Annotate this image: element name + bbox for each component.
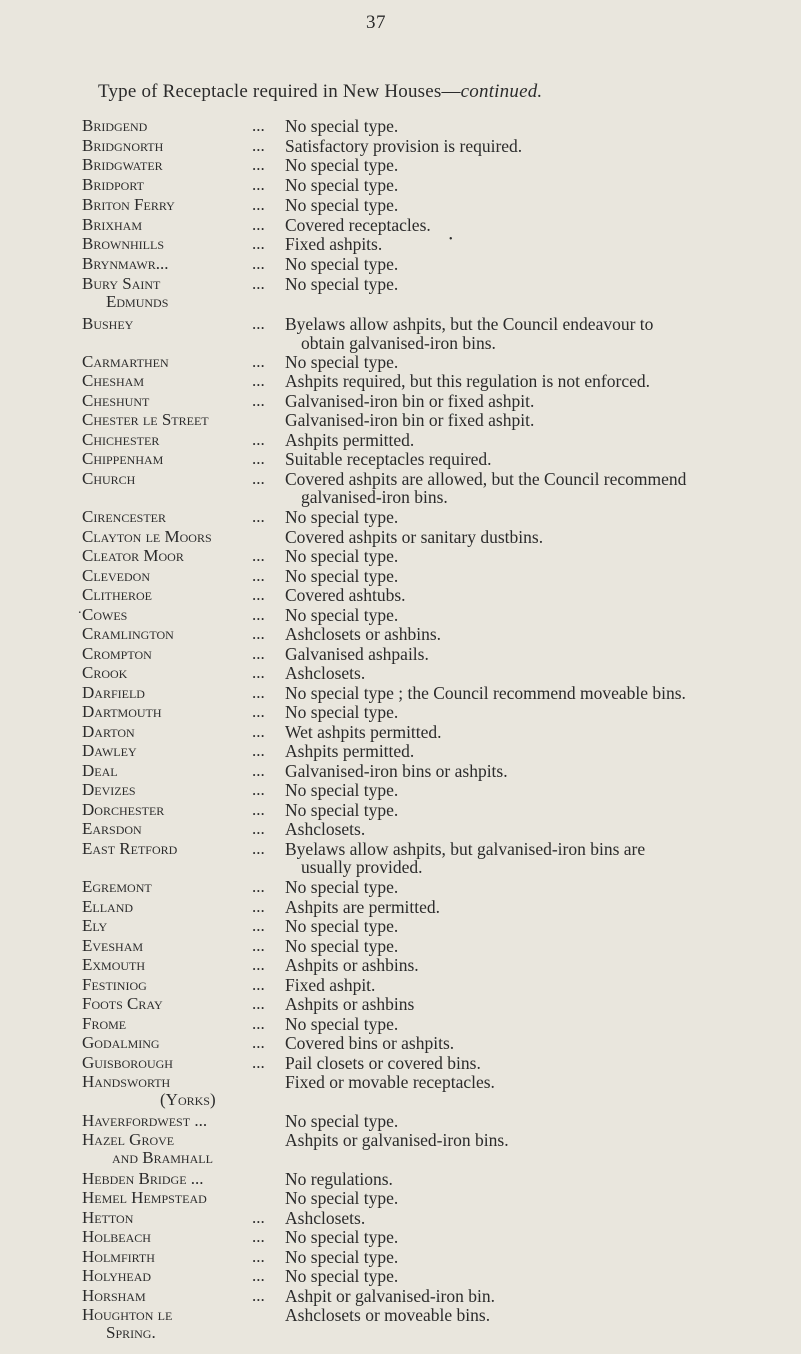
leader-dots: ... (252, 974, 265, 994)
leader-dots: ... (252, 1013, 265, 1033)
requirement-text: No special type. (285, 935, 399, 956)
receptacle-requirement (285, 1170, 755, 1189)
leader-dots: ... (252, 799, 265, 819)
receptacle-requirement (285, 176, 755, 195)
town-name (82, 255, 277, 273)
town-name-text: Holmfirth (82, 1246, 155, 1266)
requirement-text: Ashpit or galvanised-iron bin. (285, 1285, 495, 1306)
town-name (82, 664, 277, 682)
town-name-text: Cheshunt (82, 390, 150, 410)
leader-dots: ... (252, 838, 265, 858)
leader-dots: ... (252, 194, 265, 214)
town-name (82, 606, 277, 624)
leader-dots: ... (252, 371, 265, 390)
receptacle-requirement (285, 762, 755, 781)
town-name (82, 431, 277, 449)
requirement-text: Wet ashpits permitted. (285, 721, 442, 742)
receptacle-requirement (285, 840, 755, 877)
requirement-text: No special type. (285, 1227, 399, 1247)
town-name (82, 470, 277, 488)
requirement-text: No special type. (285, 1266, 399, 1286)
requirement-text: Ashpits or galvanised-iron bins. (285, 1130, 509, 1150)
town-name-text: Horsham (82, 1285, 146, 1305)
town-name-continuation: and Bramhall (112, 1148, 213, 1167)
requirement-text: Galvanised-iron bin or fixed ashpit. (285, 390, 535, 411)
requirement-text: Ashpits or ashbins (285, 994, 415, 1014)
town-name-text: Cirencester (82, 507, 167, 526)
receptacle-requirement (285, 567, 755, 586)
receptacle-requirement (285, 156, 755, 175)
town-name (82, 392, 277, 410)
leader-dots: ... (252, 234, 265, 254)
town-name-text: Cleator Moor (82, 546, 184, 565)
receptacle-requirement (285, 703, 755, 722)
receptacle-requirement (285, 1267, 755, 1286)
requirement-text: Pail closets or covered bins. (285, 1052, 481, 1073)
town-name-text: Hazel Grove (82, 1130, 175, 1149)
requirement-text: No special type. (285, 916, 399, 936)
leader-dots: ... (252, 663, 265, 682)
town-name (82, 1112, 277, 1130)
receptacle-requirement (285, 547, 755, 566)
receptacle-requirement (285, 1189, 755, 1208)
receptacle-requirement (285, 742, 755, 761)
page-number: 37 (366, 12, 386, 33)
receptacle-requirement (285, 645, 755, 664)
town-name-text: Brynmawr... (82, 253, 169, 273)
requirement-text: No special type. (285, 273, 399, 294)
town-name (82, 117, 277, 135)
town-name-text: Carmarthen (82, 351, 169, 371)
leader-dots: ... (252, 565, 265, 585)
town-name-text: Chester le Street (82, 410, 209, 429)
town-name (82, 156, 277, 174)
town-name (82, 937, 277, 955)
town-name-text: Briton Ferry (82, 194, 175, 214)
town-name (82, 1131, 277, 1167)
town-name (82, 372, 277, 390)
receptacle-requirement (285, 528, 755, 547)
requirement-text: Byelaws allow ashpits, but galvanised-iron bins are (285, 838, 646, 859)
receptacle-requirement (285, 235, 755, 254)
requirement-text: Ashpits are permitted. (285, 896, 441, 917)
town-name (82, 1073, 277, 1109)
receptacle-requirement (285, 820, 755, 839)
receptacle-requirement (285, 1054, 755, 1073)
receptacle-requirement (285, 976, 755, 995)
town-name-text: Holbeach (82, 1227, 151, 1246)
receptacle-requirement (285, 450, 755, 469)
receptacle-requirement (285, 684, 755, 703)
town-name (82, 781, 277, 799)
town-name (82, 353, 277, 371)
requirement-text: Ashpits required, but this regulation is not enforced. (285, 371, 650, 391)
leader-dots: ... (252, 1266, 265, 1285)
requirement-text: No special type. (285, 1188, 399, 1208)
receptacle-requirement (285, 508, 755, 527)
requirement-continuation: usually provided. (301, 857, 423, 878)
town-name (82, 1267, 277, 1285)
requirement-text: No special type. (285, 1246, 399, 1267)
leader-dots: ... (252, 155, 265, 175)
receptacle-requirement (285, 431, 755, 450)
town-name (82, 315, 277, 333)
receptacle-requirement (285, 216, 755, 235)
leader-dots: ... (252, 1033, 265, 1052)
town-name-text: Holyhead (82, 1266, 152, 1285)
town-name (82, 625, 277, 643)
leader-dots: ... (252, 135, 265, 155)
leader-dots: ... (252, 1227, 265, 1246)
leader-dots: ... (252, 741, 265, 760)
town-name (82, 1189, 277, 1207)
requirement-text: No special type. (285, 702, 399, 722)
requirement-text: No special type. (285, 604, 399, 625)
page-heading (98, 81, 542, 103)
town-name (82, 956, 277, 974)
town-name-text: Hetton (82, 1207, 134, 1227)
requirement-text: Ashpits permitted. (285, 741, 415, 761)
receptacle-requirement (285, 956, 755, 975)
town-name-text: Church (82, 468, 136, 488)
requirement-text: Ashclosets. (285, 819, 366, 839)
leader-dots: ... (252, 314, 265, 333)
town-name-text: Godalming (82, 1033, 160, 1052)
leader-dots: ... (252, 935, 265, 955)
town-name (82, 995, 277, 1013)
requirement-text: No special type ; the Council recommend moveable bins. (285, 682, 686, 703)
town-name (82, 878, 277, 896)
town-name-text: Handsworth (82, 1072, 171, 1091)
town-name-text: Guisborough (82, 1052, 173, 1072)
receptacle-requirement (285, 1015, 755, 1034)
requirement-text: Galvanised-iron bins or ashpits. (285, 760, 508, 781)
leader-dots: ... (252, 546, 265, 565)
town-name (82, 547, 277, 565)
town-name-text: Exmouth (82, 955, 146, 974)
town-name-text: Crompton (82, 643, 152, 663)
town-name-text: Elland (82, 896, 134, 916)
town-name (82, 176, 277, 194)
heading-main: Type of Receptacle required in New Houses— (98, 81, 461, 102)
leader-dots: ... (252, 896, 265, 916)
town-name (82, 1209, 277, 1227)
receptacle-requirement (285, 586, 755, 605)
leader-dots: ... (252, 1052, 265, 1072)
receptacle-requirement (285, 1034, 755, 1053)
receptacle-requirement (285, 255, 755, 274)
requirement-text: Covered ashpits are allowed, but the Council recommend (285, 468, 687, 489)
town-name (82, 742, 277, 760)
requirement-text: Ashclosets or ashbins. (285, 624, 442, 644)
town-name (82, 917, 277, 935)
receptacle-requirement (285, 625, 755, 644)
town-name-text: Bridgend (82, 116, 148, 135)
requirement-text: Galvanised-iron bin or fixed ashpit. (285, 410, 535, 430)
receptacle-requirement (285, 275, 755, 294)
town-name (82, 216, 277, 234)
leader-dots: ... (252, 449, 265, 468)
town-name (82, 645, 277, 663)
leader-dots: ... (252, 468, 265, 488)
requirement-text: No special type. (285, 507, 399, 527)
receptacle-requirement (285, 878, 755, 897)
town-name (82, 703, 277, 721)
town-name (82, 586, 277, 604)
town-name (82, 196, 277, 214)
requirement-text: No special type. (285, 351, 399, 372)
heading-continued: continued. (460, 81, 543, 102)
town-name-text: Darfield (82, 682, 145, 702)
receptacle-requirement (285, 917, 755, 936)
receptacle-requirement (285, 1248, 755, 1267)
town-name-text: Bridport (82, 175, 144, 195)
leader-dots: ... (252, 429, 265, 449)
receptacle-requirement (285, 1112, 755, 1131)
requirement-text: No special type. (285, 116, 399, 136)
town-name-text: Devizes (82, 780, 136, 799)
town-name-text: Frome (82, 1013, 127, 1033)
town-name (82, 275, 277, 311)
requirement-text: Covered bins or ashpits. (285, 1033, 455, 1053)
leader-dots: ... (252, 390, 265, 410)
leader-dots: ... (252, 507, 265, 526)
leader-dots: ... (252, 702, 265, 721)
town-name-text: Brixham (82, 214, 143, 234)
receptacle-requirement (285, 1073, 755, 1092)
requirement-text: Satisfactory provision is required. (285, 135, 523, 156)
town-name-text: Darton (82, 721, 135, 741)
town-name-text: Deal (82, 760, 118, 780)
requirement-text: No special type. (285, 546, 399, 566)
receptacle-requirement (285, 353, 755, 372)
receptacle-requirement (285, 196, 755, 215)
town-name (82, 898, 277, 916)
town-name-text: Hemel Hempstead (82, 1188, 207, 1207)
requirement-text: No regulations. (285, 1168, 393, 1189)
leader-dots: ... (252, 175, 265, 195)
receptacle-requirement (285, 372, 755, 391)
town-name-text: Houghton le (82, 1305, 173, 1324)
requirement-text: No special type. (285, 877, 399, 897)
leader-dots: ... (252, 994, 265, 1013)
requirement-text: Byelaws allow ashpits, but the Council endeavour to (285, 314, 654, 334)
receptacle-requirement (285, 470, 755, 507)
receptacle-requirement (285, 801, 755, 820)
town-name (82, 1034, 277, 1052)
town-name (82, 528, 277, 546)
leader-dots: ... (252, 624, 265, 643)
requirement-text: No special type. (285, 1110, 399, 1131)
receptacle-requirement (285, 1306, 755, 1325)
town-name (82, 1287, 277, 1305)
receptacle-requirement (285, 1228, 755, 1247)
requirement-text: Ashclosets. (285, 1207, 366, 1228)
leader-dots: ... (252, 273, 265, 293)
town-name-continuation: (Yorks) (160, 1090, 216, 1109)
leader-dots: ... (252, 214, 265, 234)
requirement-text: Galvanised ashpails. (285, 643, 429, 664)
stray-mark: • (449, 234, 453, 245)
requirement-text: Ashclosets. (285, 663, 366, 683)
town-name (82, 820, 277, 838)
town-name-text: Festiniog (82, 974, 147, 994)
town-name-text: Crook (82, 663, 128, 682)
receptacle-requirement (285, 1209, 755, 1228)
receptacle-requirement (285, 315, 755, 352)
leader-dots: ... (252, 643, 265, 663)
receptacle-requirement (285, 664, 755, 683)
town-name-text: Chippenham (82, 449, 164, 468)
requirement-text: No special type. (285, 799, 399, 820)
receptacle-requirement (285, 1287, 755, 1306)
town-name (82, 508, 277, 526)
leader-dots: ... (252, 780, 265, 799)
town-name-continuation: Spring. (106, 1323, 156, 1342)
town-name-continuation: Edmunds (106, 291, 169, 311)
town-name-text: Chichester (82, 429, 160, 449)
receptacle-requirement (285, 995, 755, 1014)
town-name (82, 762, 277, 780)
requirement-continuation: galvanised-iron bins. (301, 487, 448, 508)
requirement-text: No special type. (285, 155, 399, 176)
town-name-text: Cowes (82, 604, 128, 624)
town-name (82, 1170, 277, 1188)
receptacle-requirement (285, 898, 755, 917)
town-name (82, 1228, 277, 1246)
town-name-text: East Retford (82, 838, 178, 858)
leader-dots: ... (252, 682, 265, 702)
town-name (82, 1306, 277, 1342)
requirement-text: Suitable receptacles required. (285, 449, 492, 469)
town-name-text: Earsdon (82, 819, 142, 838)
town-name (82, 723, 277, 741)
town-name (82, 235, 277, 253)
requirement-text: Fixed ashpit. (285, 974, 376, 995)
town-name (82, 1054, 277, 1072)
requirement-continuation: obtain galvanised-iron bins. (301, 332, 496, 353)
leader-dots: ... (252, 604, 265, 624)
receptacle-requirement (285, 392, 755, 411)
leader-dots: ... (252, 819, 265, 838)
town-name-text: Bridgnorth (82, 135, 164, 155)
town-name-text: Dartmouth (82, 702, 162, 721)
leader-dots: ... (252, 955, 265, 974)
town-name (82, 137, 277, 155)
requirement-text: No special type. (285, 175, 399, 196)
town-name-text: Bridgwater (82, 155, 163, 175)
town-name (82, 1248, 277, 1266)
leader-dots: ... (252, 253, 265, 273)
requirement-text: Ashpits or ashbins. (285, 955, 419, 975)
leader-dots: ... (252, 760, 265, 780)
town-name-text: Ely (82, 916, 108, 935)
leader-dots: ... (252, 585, 265, 604)
town-name-text: Hebden Bridge ... (82, 1168, 204, 1188)
requirement-text: Covered ashpits or sanitary dustbins. (285, 526, 544, 547)
receptacle-requirement (285, 606, 755, 625)
town-name-text: Bushey (82, 314, 134, 333)
town-name-text: Dawley (82, 741, 137, 760)
receptacle-requirement (285, 137, 755, 156)
town-name-text: Clitheroe (82, 585, 152, 604)
town-name-text: Clayton le Moors (82, 526, 212, 546)
requirement-text: Fixed or movable receptacles. (285, 1072, 495, 1092)
town-name-text: Foots Cray (82, 994, 163, 1013)
town-name (82, 450, 277, 468)
town-name (82, 411, 277, 429)
town-name-text: Cramlington (82, 624, 174, 643)
receptacle-requirement (285, 723, 755, 742)
leader-dots: ... (252, 1246, 265, 1266)
requirement-text: No special type. (285, 1013, 399, 1034)
requirement-text: No special type. (285, 780, 399, 800)
town-name (82, 1015, 277, 1033)
requirement-text: No special type. (285, 253, 399, 274)
leader-dots: ... (252, 1207, 265, 1227)
town-name-text: Bury Saint (82, 273, 161, 293)
leader-dots: ... (252, 351, 265, 371)
requirement-text: Fixed ashpits. (285, 234, 383, 255)
town-name-text: Chesham (82, 371, 145, 390)
requirement-text: Covered receptacles. (285, 214, 431, 235)
requirement-text: Covered ashtubs. (285, 585, 406, 605)
town-name-text: Evesham (82, 935, 144, 955)
town-name (82, 684, 277, 702)
leader-dots: ... (252, 116, 265, 135)
receptacle-requirement (285, 411, 755, 430)
leader-dots: ... (252, 721, 265, 741)
town-name-text: Clevedon (82, 565, 150, 585)
town-name (82, 976, 277, 994)
leader-dots: ... (252, 1285, 265, 1305)
requirement-text: Ashclosets or moveable bins. (285, 1305, 491, 1325)
town-name (82, 840, 277, 858)
leader-dots: ... (252, 916, 265, 935)
town-name-text: Egremont (82, 877, 152, 896)
receptacle-requirement (285, 781, 755, 800)
leader-dots: ... (252, 877, 265, 896)
requirement-text: No special type. (285, 565, 399, 586)
receptacle-requirement (285, 117, 755, 136)
requirement-text: Ashpits permitted. (285, 429, 415, 450)
town-name-text: Brownhills (82, 234, 164, 254)
receptacle-requirement (285, 1131, 755, 1150)
town-name-text: Haverfordwest ... (82, 1110, 208, 1130)
receptacle-requirement (285, 937, 755, 956)
town-name-text: Dorchester (82, 799, 165, 819)
town-name (82, 567, 277, 585)
town-name (82, 801, 277, 819)
stray-tick: . (78, 602, 82, 617)
requirement-text: No special type. (285, 194, 399, 215)
